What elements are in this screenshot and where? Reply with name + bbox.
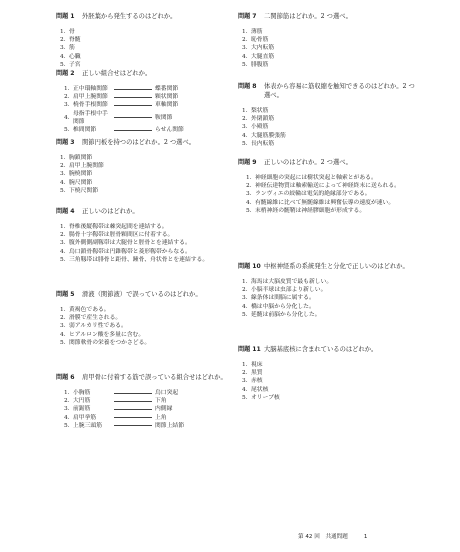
option-list — [56, 28, 236, 69]
option-text: 薄筋 — [251, 29, 263, 35]
option-number: 5. — [60, 187, 66, 194]
option-pair — [60, 397, 236, 405]
option-number: 2. — [60, 232, 66, 239]
option-number: 1. — [64, 86, 70, 92]
option-left: 椎間関節 — [73, 127, 97, 134]
question-number: 問題 2 — [56, 70, 75, 77]
option-text: 長内転筋 — [251, 140, 275, 147]
option-number: 3. — [246, 191, 252, 198]
pair-connector-line — [114, 417, 152, 418]
option-text: 滑膜で産生される。 — [69, 315, 122, 322]
option-number: 3. — [64, 102, 70, 109]
option-item — [60, 223, 236, 231]
question-5 — [56, 290, 236, 347]
option-item — [60, 179, 236, 187]
question-text: 正しい組合せはどれか。 — [82, 70, 152, 77]
question-3 — [56, 138, 236, 195]
question-6 — [56, 373, 236, 430]
option-pair — [60, 126, 236, 134]
option-text: 腸骨十字靱帯は脛骨顆間区に付着する。 — [69, 232, 174, 239]
option-text: 大腿筋膜張筋 — [251, 132, 286, 139]
question-header — [238, 345, 418, 354]
question-7 — [238, 12, 418, 69]
option-item — [242, 182, 418, 190]
option-right: 関節上結節 — [155, 422, 184, 429]
option-pair — [60, 405, 236, 413]
question-text: 体表から容易に筋収縮を触知できるのはどれか。2 つ選べ。 — [264, 83, 415, 99]
option-text: 腕橈関節 — [69, 171, 93, 178]
option-number: 4. — [64, 414, 70, 421]
option-number: 5. — [64, 127, 70, 134]
option-item — [60, 170, 236, 178]
option-item — [242, 207, 418, 215]
question-header — [56, 290, 236, 299]
option-number: 4. — [242, 132, 248, 139]
question-header — [56, 69, 236, 78]
option-item — [60, 339, 236, 347]
question-4 — [56, 207, 236, 264]
option-number: 4. — [60, 179, 66, 186]
option-right: 内側縁 — [155, 406, 173, 413]
option-text: 骨 — [69, 29, 75, 35]
option-item — [60, 162, 236, 170]
option-item — [242, 123, 418, 131]
option-number: 1. — [60, 307, 66, 313]
option-left: 肩甲挙筋 — [73, 414, 97, 421]
option-number: 2. — [60, 315, 66, 322]
option-item — [242, 190, 418, 198]
question-number: 問題 11 — [238, 346, 261, 353]
option-number: 3. — [60, 240, 66, 247]
question-text: 外胚葉から発生するのはどれか。 — [82, 13, 177, 20]
option-text: 腕尺関節 — [69, 179, 93, 186]
option-number: 1. — [242, 29, 248, 35]
option-pair — [60, 422, 236, 430]
option-left: 肩甲上腕関節 — [73, 94, 108, 101]
question-2 — [56, 69, 236, 134]
question-text: 二関節筋はどれか。2 つ選べ。 — [264, 13, 352, 20]
option-text: 大内転筋 — [251, 45, 275, 52]
option-item — [60, 61, 236, 69]
question-8 — [238, 82, 418, 148]
option-text: 線条体は間脳に属する。 — [251, 295, 315, 302]
option-text: 胸鎖関節 — [69, 155, 93, 161]
option-number: 2. — [60, 37, 66, 44]
option-list — [238, 361, 418, 402]
question-text: 大脳基底核に含まれているのはどれか。 — [264, 346, 378, 353]
option-number: 2. — [242, 37, 248, 44]
question-number: 問題 8 — [238, 83, 257, 90]
option-right: らせん関節 — [155, 127, 184, 134]
question-text: 正しいのはどれか。2 つ選べ。 — [264, 159, 352, 166]
option-number: 5. — [60, 339, 66, 346]
option-right: 烏口突起 — [155, 390, 179, 396]
option-right: 鞍関節 — [155, 114, 173, 121]
question-text: 滑液（関節液）で誤っているのはどれか。 — [82, 291, 202, 298]
option-list — [56, 85, 236, 134]
question-number: 問題 5 — [56, 291, 75, 298]
option-text: 関節軟骨の栄養をつかさどる。 — [69, 339, 151, 346]
option-text: 延髄は前脳から分化した。 — [251, 311, 321, 318]
question-number: 問題 1 — [56, 13, 75, 20]
pair-connector-line — [114, 425, 152, 426]
option-list — [238, 278, 418, 319]
option-number: 1. — [242, 108, 248, 114]
question-header — [56, 207, 236, 216]
option-item — [60, 187, 236, 195]
option-text: 腹外側側副靱帯は大腿骨と脛骨とを連結する。 — [69, 240, 191, 247]
option-list — [56, 154, 236, 195]
option-number: 1. — [64, 390, 70, 396]
option-text: 黒質 — [251, 370, 263, 377]
question-10 — [238, 262, 418, 319]
page-footer — [298, 532, 367, 540]
question-number: 問題 7 — [238, 13, 257, 20]
option-text: 下橈尺関節 — [69, 187, 98, 194]
option-number: 1. — [246, 175, 252, 181]
option-item — [242, 44, 418, 52]
pair-connector-line — [114, 130, 152, 131]
question-header — [56, 12, 236, 21]
option-number: 1. — [242, 362, 248, 368]
option-list — [56, 389, 236, 430]
option-item — [60, 36, 236, 44]
option-number: 4. — [60, 248, 66, 255]
option-text: 筋 — [69, 45, 75, 52]
option-text: 子宮 — [69, 61, 81, 68]
option-number: 3. — [60, 323, 66, 330]
option-item — [242, 107, 418, 115]
option-list — [238, 107, 418, 148]
option-item — [242, 174, 418, 182]
pair-connector-line — [114, 409, 152, 410]
pair-connector-line — [114, 117, 152, 118]
option-text: 三角靱帯は腓骨と距骨、踵骨、舟状骨とを連結する。 — [69, 256, 209, 263]
option-right: 上角 — [155, 414, 167, 421]
question-header — [56, 373, 236, 382]
option-text: オリーブ核 — [251, 394, 280, 401]
option-item — [60, 322, 236, 330]
option-item — [242, 361, 418, 369]
option-text: 小脳半球は虫部より新しい。 — [251, 287, 327, 294]
option-number: 1. — [60, 29, 66, 35]
option-text: 海馬は大脳皮質で最も新しい。 — [251, 279, 333, 285]
option-item — [60, 306, 236, 314]
pair-connector-line — [114, 105, 152, 106]
option-text: 恥骨筋 — [251, 37, 269, 44]
option-item — [242, 61, 418, 69]
option-item — [242, 53, 418, 61]
option-text: 尾状核 — [251, 386, 269, 393]
option-item — [60, 28, 236, 36]
option-text: ランヴィエの絞輪は電気的絶縁部分である。 — [255, 191, 371, 198]
option-number: 2. — [242, 287, 248, 294]
option-number: 4. — [64, 114, 70, 121]
exam-sheet — [38, 12, 430, 540]
page-number: 1 — [363, 534, 368, 540]
option-number: 5. — [60, 61, 66, 68]
question-number: 問題 6 — [56, 374, 75, 381]
option-pair — [60, 389, 236, 397]
option-number: 3. — [242, 45, 248, 52]
option-item — [242, 286, 418, 294]
option-text: 有髄線維に比べて無髄線維は興奮伝導の速度が速い。 — [255, 199, 395, 206]
option-item — [242, 28, 418, 36]
option-text: 脊髄 — [69, 37, 81, 44]
option-item — [242, 115, 418, 123]
option-item — [242, 386, 418, 394]
option-item — [242, 311, 418, 319]
option-item — [60, 44, 236, 52]
option-list — [238, 174, 418, 215]
option-number: 2. — [246, 183, 252, 190]
pair-connector-line — [114, 401, 152, 402]
question-text: 正しいのはどれか。 — [82, 208, 139, 215]
question-number: 問題 9 — [238, 159, 257, 166]
option-item — [242, 377, 418, 385]
option-item — [242, 303, 418, 311]
question-number: 問題 10 — [238, 263, 261, 270]
option-item — [242, 394, 418, 402]
option-number: 4. — [60, 53, 66, 60]
option-pair — [60, 85, 236, 93]
option-item — [60, 53, 236, 61]
pair-connector-line — [114, 97, 152, 98]
option-number: 2. — [60, 163, 66, 170]
option-pair — [60, 414, 236, 422]
option-text: 烏口鎖骨靱帯は円錐靱帯と菱形靱帯からなる。 — [69, 248, 191, 255]
question-11 — [238, 345, 418, 402]
question-header — [238, 12, 418, 21]
question-header — [56, 138, 236, 147]
option-number: 5. — [242, 394, 248, 401]
option-text: 腓腹筋 — [251, 61, 269, 68]
option-text: 弱アルカリ性である。 — [69, 323, 127, 330]
option-pair — [60, 110, 236, 126]
option-number: 5. — [242, 61, 248, 68]
option-text: 末梢神経の髄鞘は神経膠細胞が形成する。 — [255, 207, 366, 214]
option-number: 2. — [64, 398, 70, 405]
option-number: 5. — [246, 207, 252, 214]
option-item — [60, 231, 236, 239]
option-right: 顆状関節 — [155, 94, 179, 101]
option-number: 3. — [64, 406, 70, 413]
option-number: 1. — [60, 155, 66, 161]
option-number: 2. — [242, 370, 248, 377]
option-number: 3. — [242, 295, 248, 302]
question-header — [238, 82, 418, 100]
option-item — [60, 314, 236, 322]
option-left: 母指手根中手関節 — [73, 110, 108, 125]
option-number: 1. — [242, 279, 248, 285]
option-right: 蝶番関節 — [155, 86, 179, 92]
option-item — [242, 132, 418, 140]
option-text: 小殿筋 — [251, 124, 269, 131]
question-header — [238, 158, 418, 167]
pair-connector-line — [114, 393, 152, 394]
option-item — [60, 331, 236, 339]
option-list — [56, 223, 236, 264]
option-item — [60, 256, 236, 264]
option-left: 前鋸筋 — [73, 406, 91, 413]
option-item — [242, 140, 418, 148]
question-number: 問題 3 — [56, 139, 75, 146]
option-item — [60, 248, 236, 256]
option-number: 3. — [60, 45, 66, 52]
option-text: 神経細胞の突起には樹状突起と軸索とがある。 — [255, 175, 377, 181]
question-text: 中枢神経系の系統発生と分化で正しいのはどれか。 — [264, 263, 409, 270]
option-item — [242, 369, 418, 377]
option-list — [238, 28, 418, 69]
question-text: 関節円板を持つのはどれか。2 つ選べ。 — [82, 139, 196, 146]
option-left: 正中環軸関節 — [73, 86, 108, 92]
option-number: 4. — [242, 53, 248, 60]
option-number: 3. — [242, 378, 248, 385]
option-number: 4. — [242, 386, 248, 393]
option-text: 梨状筋 — [251, 108, 269, 114]
option-right: 下角 — [155, 398, 167, 405]
option-number: 5. — [60, 256, 66, 263]
option-number: 5. — [242, 311, 248, 318]
question-1 — [56, 12, 236, 69]
option-text: 視床 — [251, 362, 263, 368]
option-number: 3. — [242, 124, 248, 131]
option-pair — [60, 93, 236, 101]
option-right: 車軸関節 — [155, 102, 179, 109]
option-text: 心臓 — [69, 53, 81, 60]
option-text: 赤核 — [251, 378, 263, 385]
question-number: 問題 4 — [56, 208, 75, 215]
option-text: ヒアルロン酸を多量に含む。 — [69, 331, 145, 338]
option-number: 2. — [64, 94, 70, 101]
option-left: 橈骨手根関節 — [73, 102, 108, 109]
option-text: 神経伝達物質は軸索輸送によって神経終末に送られる。 — [255, 183, 400, 190]
option-text: 大腿直筋 — [251, 53, 275, 60]
question-text: 肩甲骨に付着する筋で誤っている組合せはどれか。 — [82, 374, 227, 381]
option-item — [242, 36, 418, 44]
option-number: 4. — [246, 199, 252, 206]
option-text: 肩甲上腕関節 — [69, 163, 104, 170]
option-number: 5. — [242, 140, 248, 147]
option-text: 黄褐色である。 — [69, 307, 110, 313]
pair-connector-line — [114, 89, 152, 90]
option-number: 4. — [242, 303, 248, 310]
option-text: 外閉鎖筋 — [251, 116, 275, 123]
option-left: 大円筋 — [73, 398, 91, 405]
option-item — [60, 239, 236, 247]
option-number: 2. — [242, 116, 248, 123]
option-item — [242, 199, 418, 207]
option-item — [242, 294, 418, 302]
option-list — [56, 306, 236, 347]
option-left: 小胸筋 — [73, 390, 91, 396]
option-item — [242, 278, 418, 286]
question-header — [238, 262, 418, 271]
option-number: 5. — [64, 422, 70, 429]
option-pair — [60, 101, 236, 109]
option-item — [60, 154, 236, 162]
option-left: 上腕三頭筋 — [73, 422, 102, 429]
option-text: 脊椎後縦靱帯は棘突起間を連結する。 — [69, 224, 168, 230]
exam-label: 第 42 回 共通問題 — [298, 534, 348, 540]
option-text: 橋は中脳から分化した。 — [251, 303, 315, 310]
option-number: 3. — [60, 171, 66, 178]
option-number: 4. — [60, 331, 66, 338]
question-9 — [238, 158, 418, 215]
option-number: 1. — [60, 224, 66, 230]
